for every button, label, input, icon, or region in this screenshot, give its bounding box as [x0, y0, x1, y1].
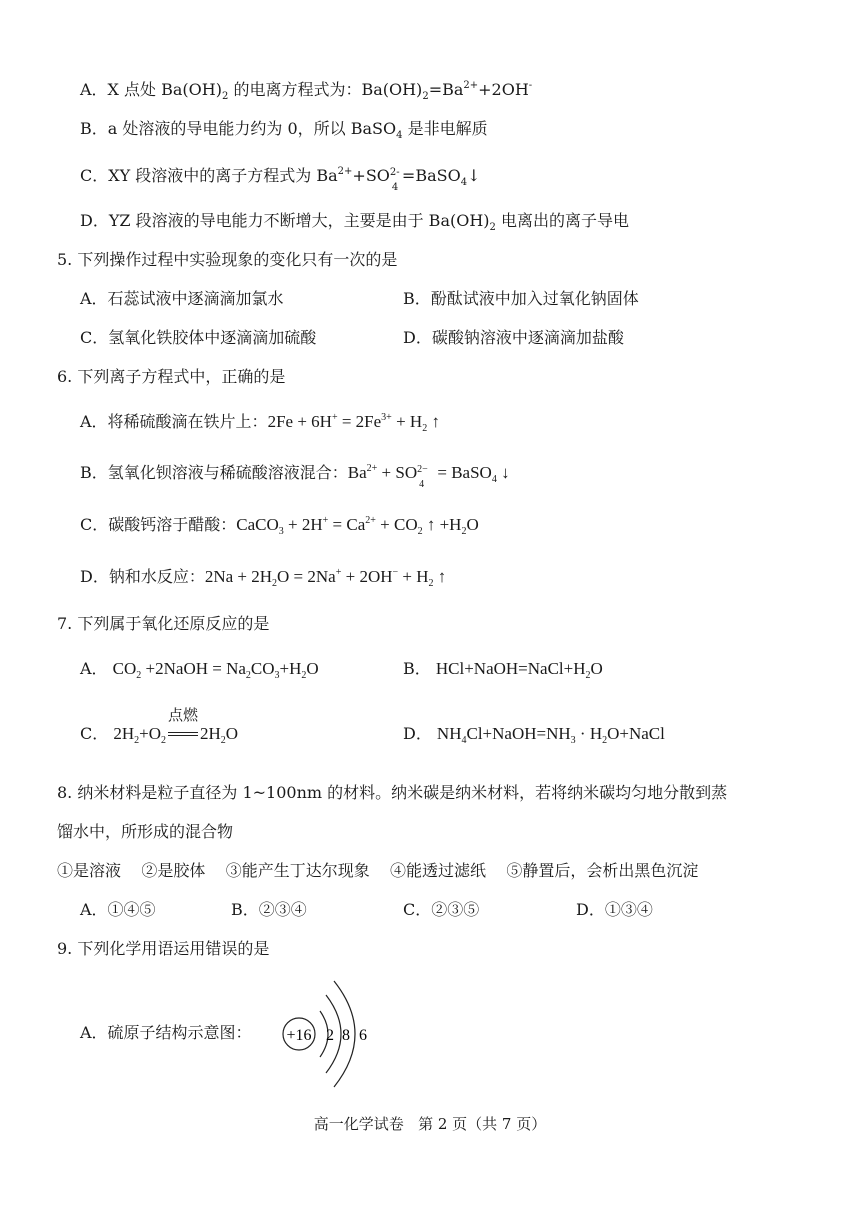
- q5-option-c: C．氢氧化铁胶体中逐滴滴加硫酸: [80, 328, 317, 347]
- sulfur-atom-structure-diagram: [270, 975, 390, 1095]
- q5-option-d: D．碳酸钠溶液中逐滴滴加盐酸: [403, 328, 624, 347]
- electron-count-shell-3: 6: [359, 1027, 367, 1044]
- q8-option-b: B．②③④: [231, 900, 307, 919]
- q9-stem: 9. 下列化学用语运用错误的是: [57, 939, 270, 958]
- q8-stem-line1: 8. 纳米材料是粒子直径为 1~100nm 的材料。纳米碳是纳米材料，若将纳米碳均匀地分散到蒸: [57, 783, 728, 802]
- q5-option-a: A．石蕊试液中逐滴滴加氯水: [80, 289, 284, 308]
- q7-option-a: A． $CO_2$ +2NaOH = $Na_2CO_3+H_2O$: [80, 659, 319, 681]
- q6-stem: 6. 下列离子方程式中，正确的是: [57, 367, 286, 386]
- q7-option-d: D． $NH_4Cl+NaOH=NH_3$ · $H_2O+NaCl$: [403, 724, 665, 746]
- q6-option-a: A．将稀硫酸滴在铁片上：$2Fe + 6H^+ = 2Fe^{3+} + H_2$ ↑: [80, 412, 440, 434]
- q8-option-c: C．②③⑤: [403, 900, 480, 919]
- q8-stem-line2: 馏水中，所形成的混合物: [57, 822, 234, 841]
- q7-stem: 7. 下列属于氧化还原反应的是: [57, 614, 270, 633]
- q7-option-c: C． $2H_2+O_2$ 点燃 $2H_2O$: [80, 708, 239, 746]
- page-footer: 高一化学试卷 第 2 页（共 7 页）: [313, 1115, 547, 1133]
- q5-option-b: B．酚酞试液中加入过氧化钠固体: [403, 289, 639, 308]
- q4-option-d: D．YZ 段溶液的导电能力不断增大，主要是由于 $Ba(OH)_2$ 电离出的离子导电: [80, 211, 630, 233]
- q9-option-a-label: A．硫原子结构示意图：: [80, 1023, 252, 1042]
- electron-count-shell-2: 8: [342, 1027, 350, 1044]
- q6-option-c: C．碳酸钙溶于醋酸：CaCO$_3$ + $2H^+ = Ca^{2+} + CO_2$ ↑ $+H_2O$: [80, 515, 479, 537]
- nucleus-charge: +16: [286, 1027, 312, 1044]
- electron-count-shell-1: 2: [326, 1027, 334, 1044]
- q8-option-a: A．①④⑤: [80, 900, 156, 919]
- q7-option-b: B． $HCl+NaOH=NaCl+H_2O$: [403, 659, 603, 681]
- reaction-condition: 点燃: [166, 723, 200, 745]
- q4-option-c: C．XY 段溶液中的离子方程式为 $Ba^{2+}+SO$ 2- 4 =BaSO$_4$↓: [80, 166, 481, 193]
- q5-stem: 5. 下列操作过程中实验现象的变化只有一次的是: [57, 250, 398, 269]
- q8-option-d: D．①③④: [576, 900, 653, 919]
- q8-properties: ①是溶液 ②是胶体 ③能产生丁达尔现象 ④能透过滤纸 ⑤静置后，会析出黑色沉淀: [57, 861, 699, 880]
- q6-option-b: B．氢氧化钡溶液与稀硫酸溶液混合：$Ba^{2+}$ + SO 2− 4 = BaSO$_4$ ↓: [80, 463, 510, 490]
- q4-option-a: A．X 点处 $Ba(OH)_2$ 的电离方程式为：$Ba(OH)_2=Ba^{2+}+2OH^-$: [80, 80, 533, 102]
- q6-option-d: D．钠和水反应：$2Na + 2H_2O = 2Na^+ + 2OH^- + H_2$ ↑: [80, 567, 447, 589]
- q4-option-b: B．a 处溶液的导电能力约为 0，所以 BaSO$_4$ 是非电解质: [80, 119, 488, 141]
